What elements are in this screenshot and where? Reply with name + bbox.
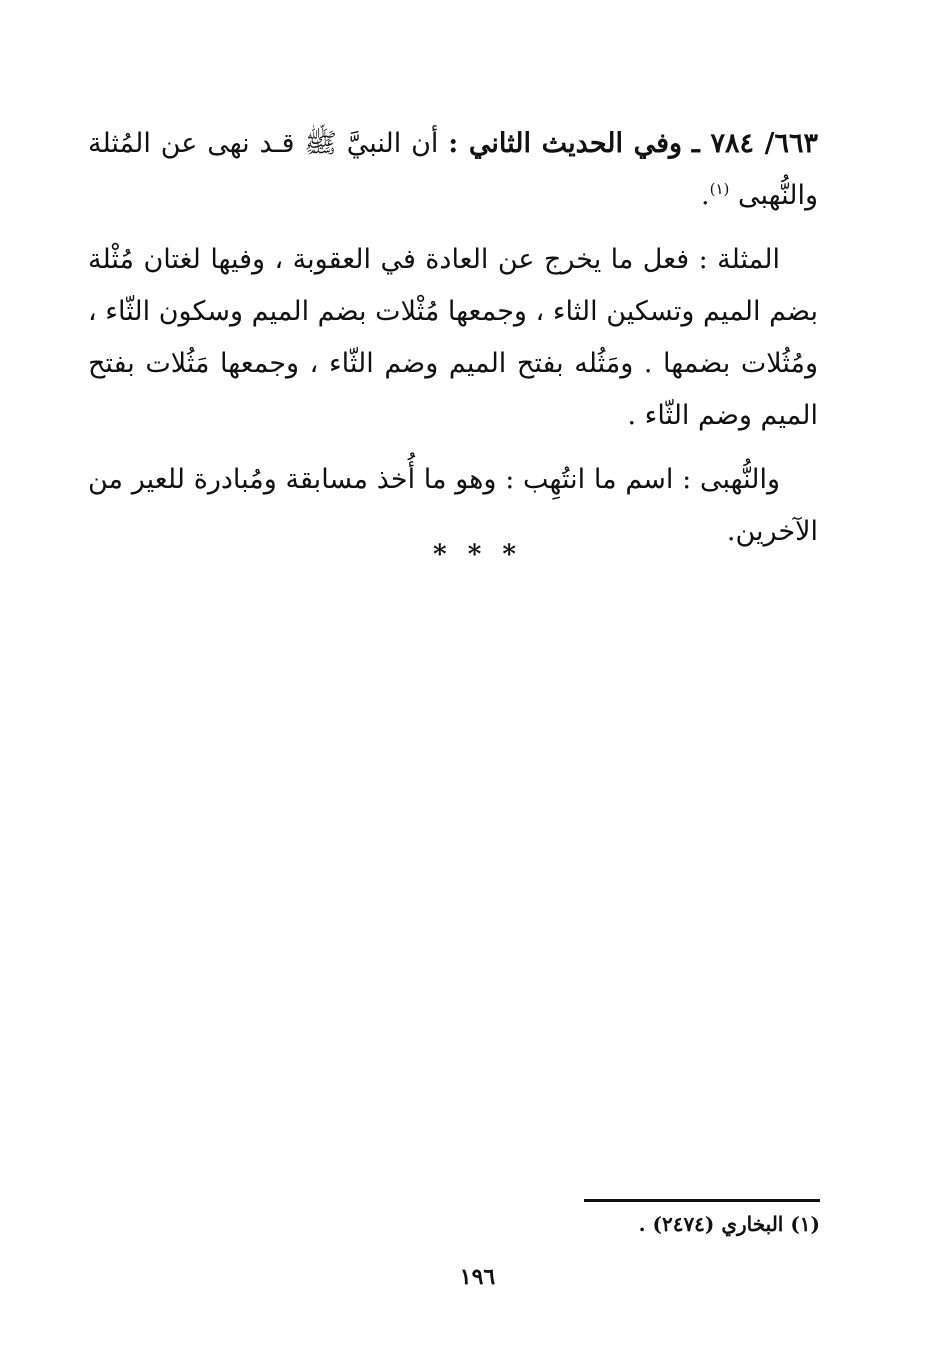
- page-number: ١٩٦: [459, 1264, 496, 1290]
- nuhba-explanation: والنُّهبى : اسم ما انتُهِب : وهو ما أُخذ مسابقة ومُبادرة للعير من الآخرين.: [88, 464, 818, 547]
- hadith-title: وفي الحديث الثاني :: [448, 128, 683, 159]
- footnote: (١) البخاري (٢٤٧٤) .: [638, 1212, 820, 1236]
- section-separator: * * *: [433, 540, 522, 570]
- muthla-explanation: المثلة : فعل ما يخرج عن العادة في العقوبة ، وفيها لغتان مُثْلة بضم الميم وتسكين الثاء ، وجمعها مُثْلات بضم الميم وسكون الثّاء ، ومُثُلات بضمها . ومَثُله بفتح الميم وضم الثّاء ، وجمعها مَثُلات بفتح الميم وضم الثّاء .: [88, 244, 818, 431]
- main-text: [88, 118, 818, 570]
- footnote-marker[interactable]: (١): [709, 180, 730, 198]
- footnote-divider: [584, 1199, 820, 1202]
- hadith-paragraph: [88, 118, 818, 222]
- hadith-text: أن النبيَّ ﷺ قـد نهى عن المُثلة والنُّهبى: [88, 128, 818, 211]
- hadith-end: .: [701, 180, 710, 211]
- hadith-number: ٦٦٣/ ٧٨٤ ـ: [691, 128, 819, 159]
